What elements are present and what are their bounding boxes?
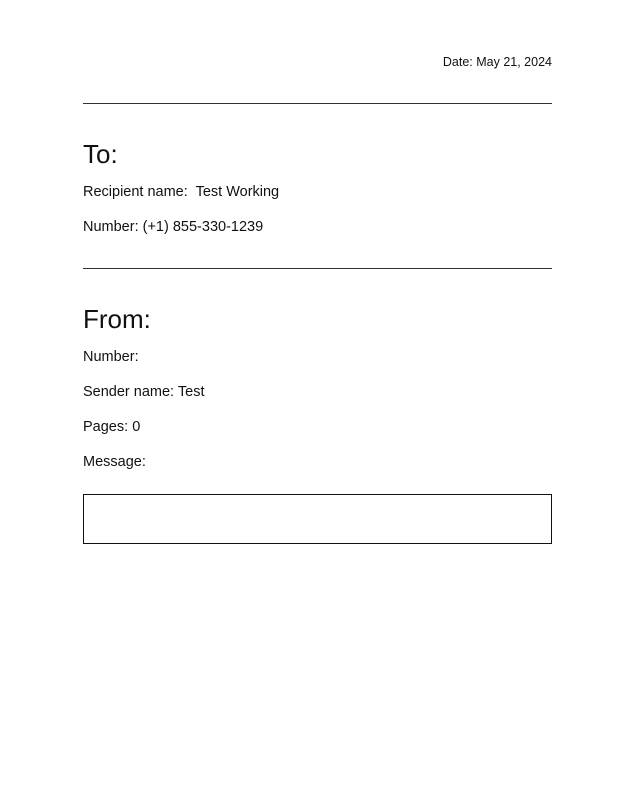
recipient-number-label: Number:: [83, 219, 139, 235]
recipient-name-label: Recipient name:: [83, 184, 188, 200]
date-label: Date:: [442, 55, 473, 69]
date-value: May 21, 2024: [476, 55, 552, 69]
recipient-number-value: (+1) 855-330-1239: [142, 219, 264, 235]
message-box: [83, 494, 552, 544]
pages-value: 0: [132, 419, 141, 435]
sender-number-label: Number:: [83, 349, 139, 365]
message-line: [83, 455, 146, 470]
sender-name-value: Test: [177, 384, 205, 400]
divider-top: [83, 103, 552, 104]
recipient-number-line: [83, 220, 263, 235]
message-label: Message:: [83, 454, 146, 470]
recipient-name-value: Test Working: [195, 184, 280, 200]
to-heading: To:: [83, 139, 118, 169]
sender-name-line: [83, 385, 204, 400]
recipient-name-line: [83, 185, 279, 200]
pages-label: Pages:: [83, 419, 129, 435]
divider-middle: [83, 268, 552, 269]
pages-line: [83, 420, 140, 435]
date-line: [443, 55, 552, 69]
sender-name-label: Sender name:: [83, 384, 175, 400]
from-heading: From:: [83, 304, 151, 334]
sender-number-line: [83, 350, 143, 365]
